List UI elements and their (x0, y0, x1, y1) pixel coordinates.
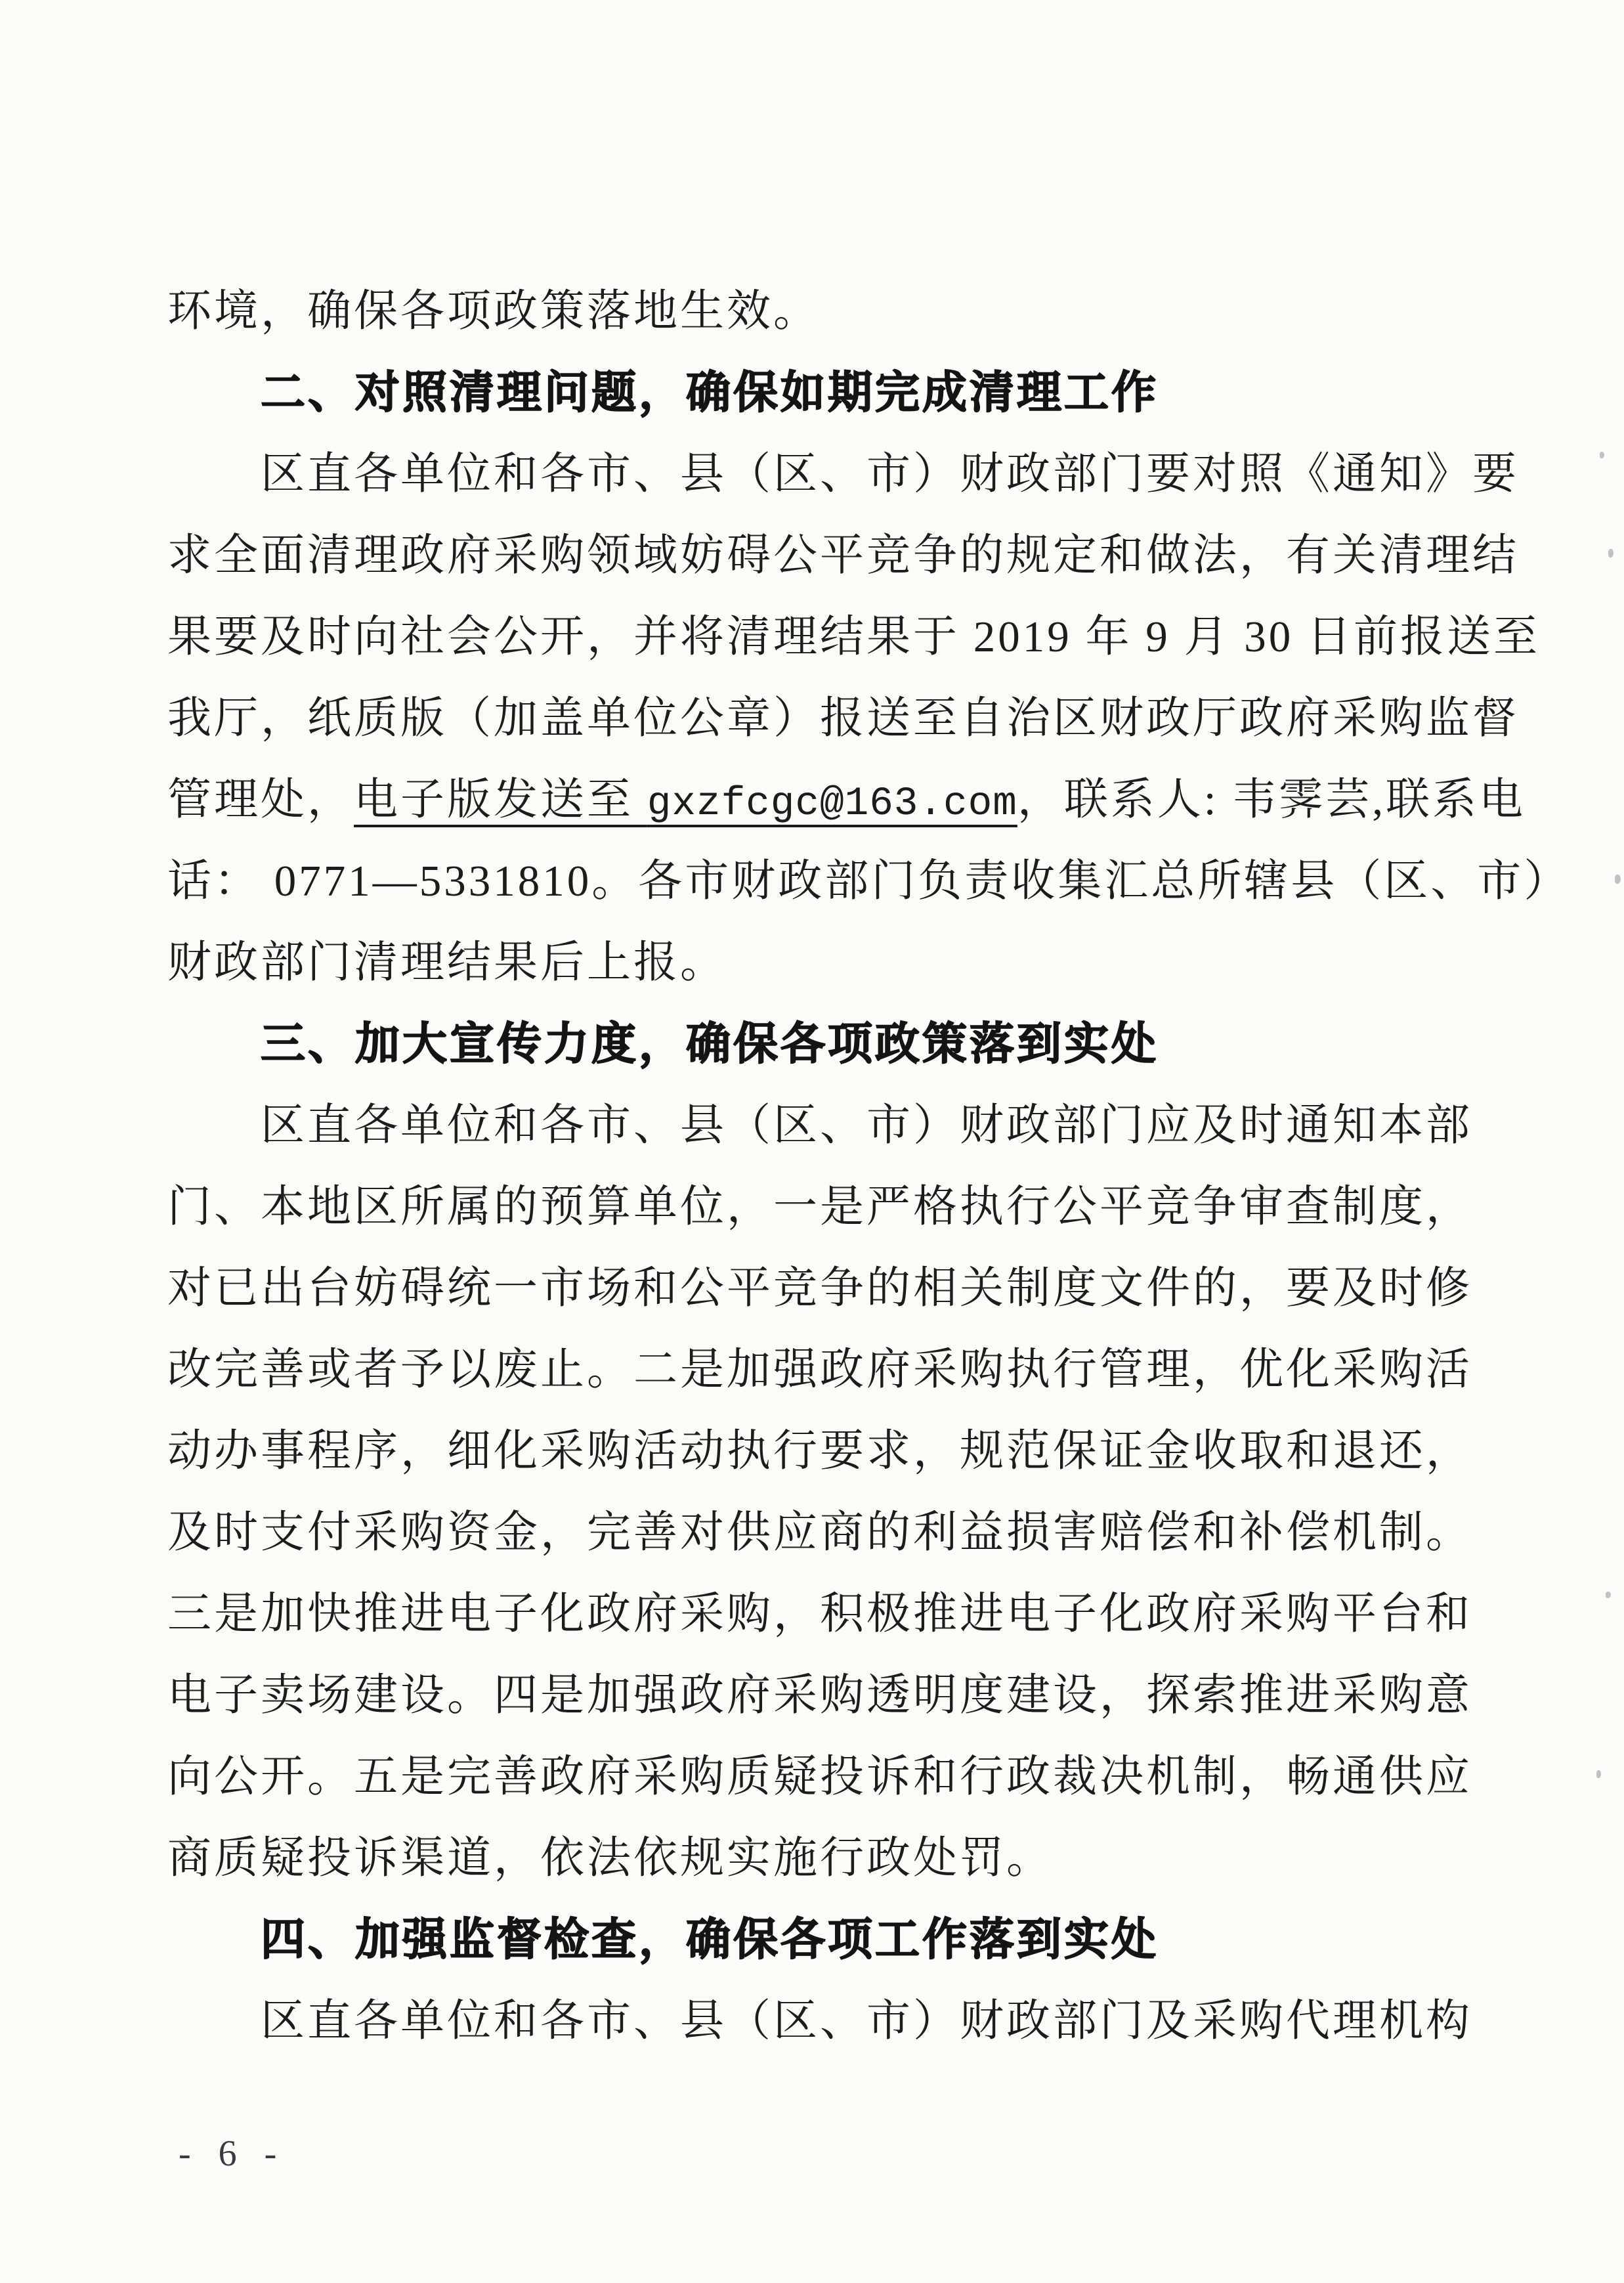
paragraph-first-line: 区直各单位和各市、县（区、市）财政部门要对照《通知》要 (261, 450, 1519, 498)
paragraph-line: 话： 0771—5331810。各市财政部门负责收集汇总所辖县（区、市） (167, 857, 1571, 905)
email-label: 电子版发送至 (354, 775, 647, 824)
contact-line-suffix: ，联系人: 韦霁芸,联系电 (1017, 775, 1526, 824)
paragraph-first-line: 区直各单位和各市、县（区、市）财政部门及采购代理机构 (261, 1997, 1472, 2045)
contact-line-prefix: 管理处， (167, 775, 354, 824)
paragraph-line: 改完善或者予以废止。二是加强政府采购执行管理，优化采购活 (167, 1345, 1472, 1394)
paragraph-line: 向公开。五是完善政府采购质疑投诉和行政裁决机制，畅通供应 (167, 1752, 1472, 1801)
paragraph-first-line: 区直各单位和各市、县（区、市）财政部门应及时通知本部 (261, 1101, 1472, 1150)
paragraph-line: 动办事程序，细化采购活动执行要求，规范保证金收取和退还， (167, 1427, 1472, 1475)
section-heading-four: 四、加强监督检查，确保各项工作落到实处 (261, 1915, 1159, 1965)
paragraph-line: 我厅，纸质版（加盖单位公章）报送至自治区财政厅政府采购监督 (167, 694, 1519, 743)
scan-speck (1615, 875, 1621, 884)
paragraph-line: 及时支付采购资金，完善对供应商的利益损害赔偿和补偿机制。 (167, 1508, 1472, 1557)
paragraph-line: 财政部门清理结果后上报。 (167, 938, 727, 987)
document-body (167, 271, 1572, 2062)
paragraph-line: 电子卖场建设。四是加强政府采购透明度建设，探索推进采购意 (167, 1671, 1472, 1720)
paragraph-line: 果要及时向社会公开，并将清理结果于 2019 年 9 月 30 日前报送至 (167, 613, 1540, 661)
scan-speck (1606, 1592, 1611, 1598)
page-number: - 6 - (179, 2133, 286, 2174)
scan-speck (1608, 549, 1613, 557)
paragraph-line: 求全面清理政府采购领域妨碍公平竞争的规定和做法，有关清理结 (167, 531, 1519, 580)
paragraph-line: 环境，确保各项政策落地生效。 (167, 287, 820, 336)
section-heading-two: 二、对照清理问题，确保如期完成清理工作 (261, 368, 1159, 418)
email-underlined-segment (354, 775, 1017, 827)
paragraph-line: 对已出台妨碍统一市场和公平竞争的相关制度文件的，要及时修 (167, 1264, 1472, 1313)
paragraph-line: 三是加快推进电子化政府采购，积极推进电子化政府采购平台和 (167, 1590, 1472, 1638)
contact-line (167, 759, 1572, 840)
scan-speck (1596, 1770, 1601, 1778)
paragraph-line: 商质疑投诉渠道，依法依规实施行政处罚。 (167, 1834, 1053, 1882)
scan-speck (1600, 452, 1604, 458)
section-heading-three: 三、加大宣传力度，确保各项政策落到实处 (261, 1019, 1159, 1069)
paragraph-line: 门、本地区所属的预算单位，一是严格执行公平竞争审查制度， (167, 1183, 1472, 1231)
email-address: gxzfcgc@163.com (647, 781, 1017, 827)
